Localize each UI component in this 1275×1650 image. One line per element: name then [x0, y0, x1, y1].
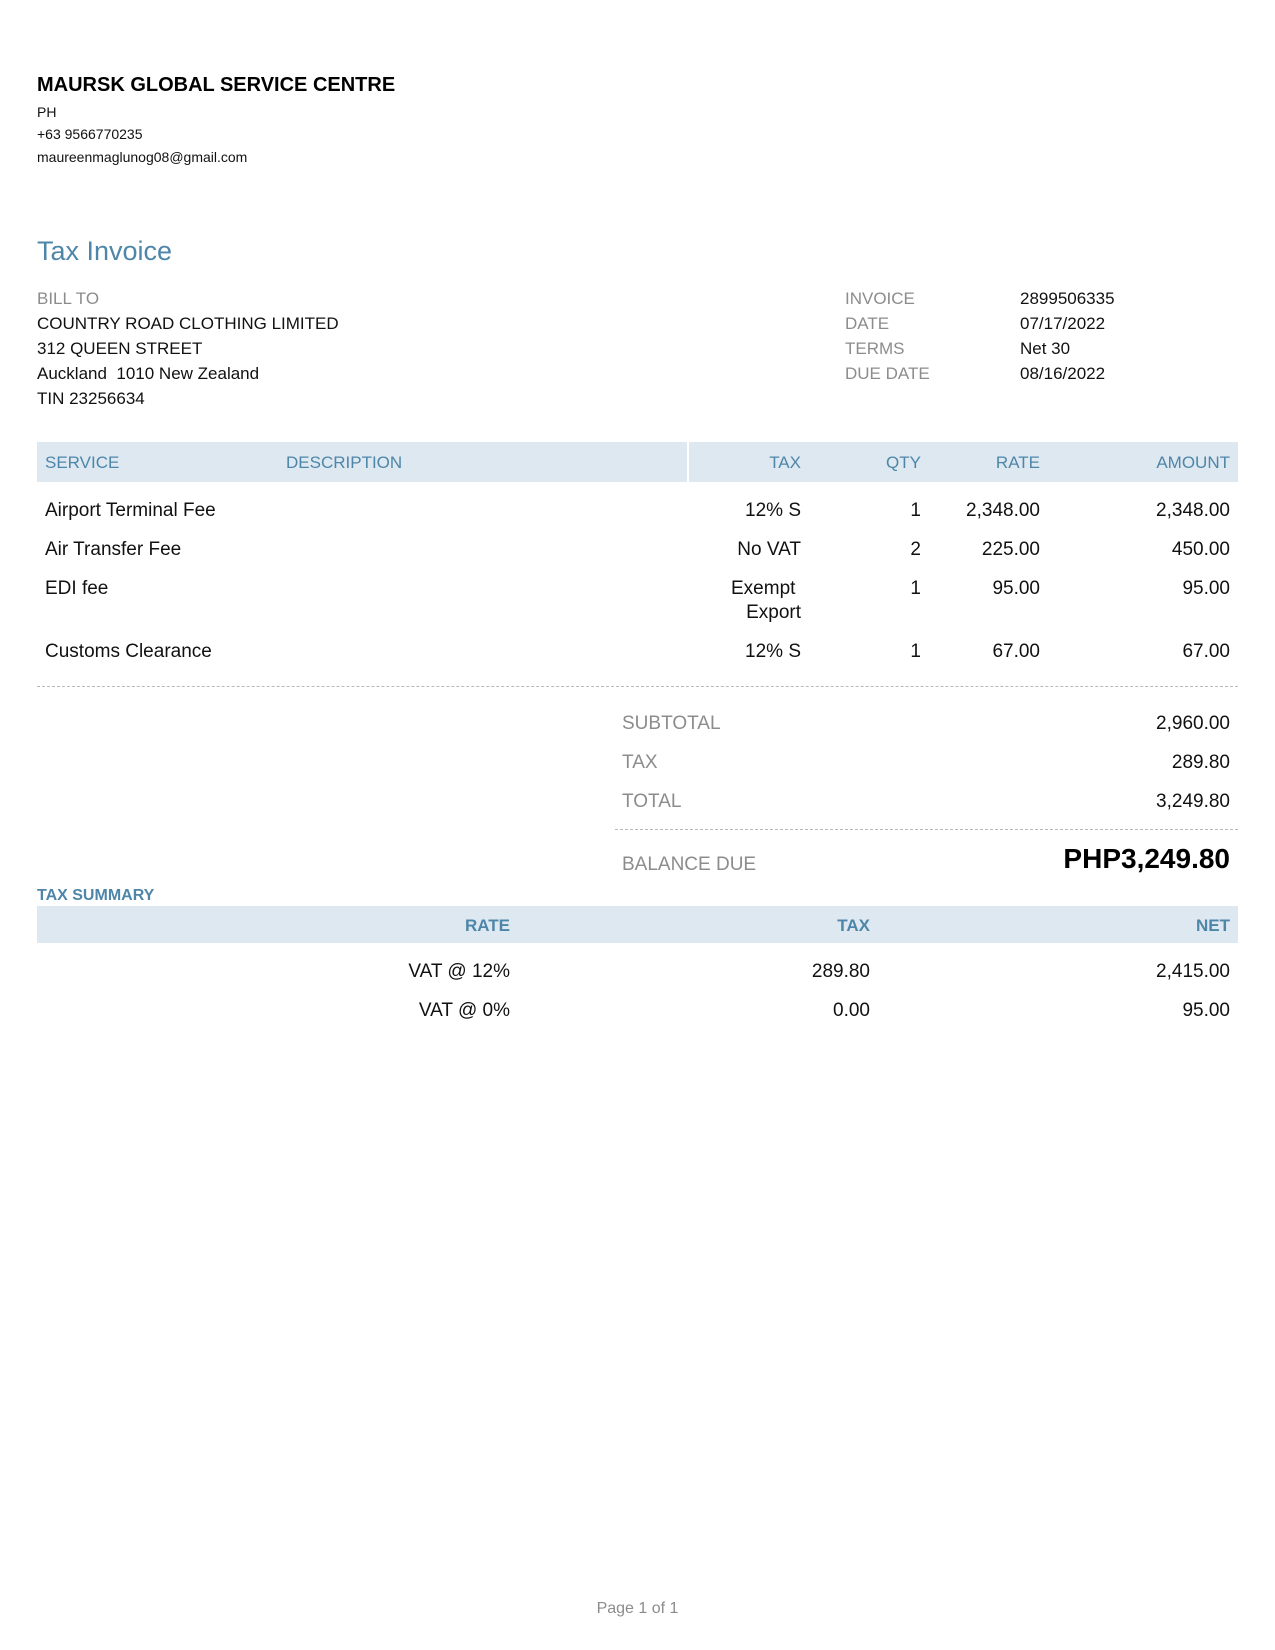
tax-summary-header-tax: TAX: [837, 916, 870, 935]
line-items-divider: [37, 686, 1238, 687]
line-item-service: Airport Terminal Fee: [45, 500, 216, 521]
line-item-tax: 12% S: [745, 500, 801, 521]
line-item-tax: No VAT: [737, 539, 801, 560]
tax-summary-title: TAX SUMMARY: [37, 887, 155, 904]
total-value: 3,249.80: [1156, 791, 1230, 812]
total-label: TOTAL: [622, 791, 682, 812]
totals-divider: [615, 829, 1238, 830]
company-name: MAURSK GLOBAL SERVICE CENTRE: [37, 74, 396, 96]
tax-summary-header-rate: RATE: [464, 916, 510, 935]
line-item-tax-line2: Export: [746, 602, 801, 623]
document-title: Tax Invoice: [37, 236, 173, 266]
balance-due-label: BALANCE DUE: [622, 854, 757, 875]
col-header-rate: RATE: [995, 453, 1040, 472]
terms-value: Net 30: [1020, 339, 1071, 358]
line-item-rate: 225.00: [981, 539, 1040, 560]
line-item-amount: 95.00: [1182, 578, 1230, 599]
line-item-rate: 2,348.00: [966, 500, 1040, 521]
line-item-service: Customs Clearance: [45, 641, 212, 662]
col-header-service: SERVICE: [45, 453, 120, 472]
col-header-description: DESCRIPTION: [286, 453, 403, 472]
balance-due-value: PHP3,249.80: [1063, 843, 1230, 874]
line-item-qty: 1: [910, 500, 921, 521]
tax-summary-rate: VAT @ 0%: [418, 1000, 510, 1021]
invoice-date-label: DATE: [845, 314, 890, 333]
line-item-amount: 450.00: [1171, 539, 1230, 560]
invoice-number-label: INVOICE: [845, 289, 915, 308]
line-item-rate: 67.00: [992, 641, 1040, 662]
line-item-rate: 95.00: [992, 578, 1040, 599]
bill-to-label: BILL TO: [37, 289, 100, 308]
line-item-tax: 12% S: [745, 641, 801, 662]
bill-to-line: TIN 23256634: [37, 389, 145, 408]
line-item-amount: 2,348.00: [1156, 500, 1230, 521]
tax-total-label: TAX: [622, 752, 658, 773]
due-date-value: 08/16/2022: [1020, 364, 1106, 383]
company-country: PH: [37, 104, 57, 120]
bill-to-line: 312 QUEEN STREET: [37, 339, 203, 358]
bill-to-line: Auckland 1010 New Zealand: [37, 364, 260, 383]
page-number: Page 1 of 1: [596, 1600, 679, 1617]
subtotal-value: 2,960.00: [1156, 713, 1230, 734]
line-item-qty: 2: [910, 539, 921, 560]
invoice-date-value: 07/17/2022: [1020, 314, 1106, 333]
line-item-tax: Exempt: [731, 578, 796, 599]
line-item-qty: 1: [910, 578, 921, 599]
tax-total-value: 289.80: [1171, 752, 1230, 773]
company-email: maureenmaglunog08@gmail.com: [37, 149, 248, 165]
line-item-service: EDI fee: [45, 578, 109, 599]
invoice-number-value: 2899506335: [1020, 289, 1115, 308]
tax-summary-net: 95.00: [1182, 1000, 1230, 1021]
tax-summary-tax: 289.80: [811, 961, 870, 982]
tax-summary-header-net: NET: [1196, 916, 1230, 935]
terms-label: TERMS: [845, 339, 905, 358]
line-item-service: Air Transfer Fee: [45, 539, 182, 560]
line-item-qty: 1: [910, 641, 921, 662]
tax-summary-rate: VAT @ 12%: [408, 961, 510, 982]
due-date-label: DUE DATE: [845, 364, 930, 383]
line-items-header-bar: [37, 442, 1238, 482]
col-header-amount: AMOUNT: [1156, 453, 1230, 472]
tax-summary-net: 2,415.00: [1156, 961, 1230, 982]
col-header-qty: QTY: [886, 453, 921, 472]
company-phone: +63 9566770235: [37, 126, 143, 142]
subtotal-label: SUBTOTAL: [622, 713, 721, 734]
tax-summary-tax: 0.00: [833, 1000, 870, 1021]
col-header-tax: TAX: [769, 453, 801, 472]
bill-to-line: COUNTRY ROAD CLOTHING LIMITED: [37, 314, 339, 333]
line-item-amount: 67.00: [1182, 641, 1230, 662]
